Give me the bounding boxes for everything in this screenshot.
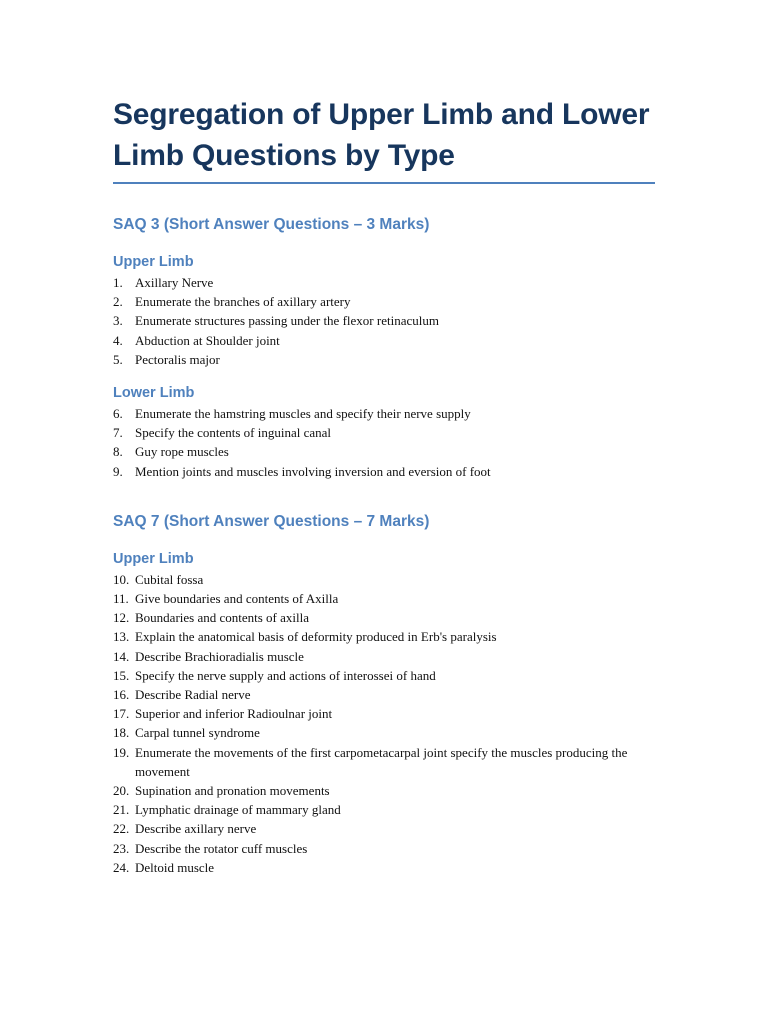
item-number: 8. xyxy=(113,444,123,460)
item-text: Pectoralis major xyxy=(135,351,220,367)
list-item xyxy=(113,292,655,311)
item-number: 10. xyxy=(113,571,130,587)
item-number: 1. xyxy=(113,275,123,290)
list-item xyxy=(113,311,655,330)
item-text: Enumerate the branches of axillary artery xyxy=(135,294,351,310)
item-text: Enumerate the movements of the first carpometacarpal joint specify the muscles producing the movement xyxy=(135,744,628,779)
item-text: Describe Radial nerve xyxy=(135,687,251,703)
item-number: 23. xyxy=(113,840,130,856)
list-item xyxy=(113,685,655,704)
item-number: 24. xyxy=(113,859,130,875)
list-item xyxy=(113,800,655,819)
item-text: Supination and pronation movements xyxy=(135,783,330,799)
item-number: 14. xyxy=(113,648,130,664)
item-text: Deltoid muscle xyxy=(135,859,215,875)
item-number: 11. xyxy=(113,591,129,607)
item-text: Lymphatic drainage of mammary gland xyxy=(135,802,341,818)
group-heading-saq7-upper-limb: Upper Limb xyxy=(113,550,194,567)
item-text: Describe the rotator cuff muscles xyxy=(135,840,308,856)
list-item xyxy=(113,839,655,858)
list-item xyxy=(113,858,655,877)
list-item xyxy=(113,819,655,838)
item-text: Explain the anatomical basis of deformity produced in Erb's paralysis xyxy=(135,629,497,645)
item-number: 6. xyxy=(113,406,123,422)
item-text: Guy rope muscles xyxy=(135,444,229,460)
item-text: Specify the nerve supply and actions of interossei of hand xyxy=(135,667,436,683)
list-item xyxy=(113,666,655,685)
item-text: Mention joints and muscles involving inversion and eversion of foot xyxy=(135,463,491,479)
item-text: Abduction at Shoulder joint xyxy=(135,332,280,348)
question-list-saq7-upper-limb xyxy=(113,570,655,877)
item-number: 9. xyxy=(113,463,123,479)
item-number: 19. xyxy=(113,744,130,760)
item-text: Boundaries and contents of axilla xyxy=(135,610,310,626)
item-text: Superior and inferior Radioulnar joint xyxy=(135,706,333,722)
item-number: 13. xyxy=(113,629,130,645)
list-item xyxy=(113,627,655,646)
section-heading-saq7: SAQ 7 (Short Answer Questions – 7 Marks) xyxy=(113,512,430,530)
question-list-saq3-upper-limb xyxy=(113,273,655,369)
item-text: Enumerate structures passing under the flexor retinaculum xyxy=(135,313,439,329)
item-text: Describe Brachioradialis muscle xyxy=(135,648,304,664)
list-item xyxy=(113,570,655,589)
question-list-saq3-lower-limb xyxy=(113,404,655,481)
document-body xyxy=(113,94,655,877)
item-number: 17. xyxy=(113,706,130,722)
list-item xyxy=(113,704,655,723)
item-number: 5. xyxy=(113,351,123,367)
list-item xyxy=(113,743,655,781)
list-item xyxy=(113,608,655,627)
item-text: Enumerate the hamstring muscles and specify their nerve supply xyxy=(135,406,471,422)
item-text: Describe axillary nerve xyxy=(135,821,257,837)
item-number: 3. xyxy=(113,313,123,329)
list-item xyxy=(113,723,655,742)
item-number: 2. xyxy=(113,294,123,310)
list-item xyxy=(113,404,655,423)
item-text: Carpal tunnel syndrome xyxy=(135,725,260,741)
item-number: 16. xyxy=(113,687,130,703)
list-item xyxy=(113,589,655,608)
item-number: 7. xyxy=(113,425,123,441)
list-item xyxy=(113,442,655,461)
item-number: 15. xyxy=(113,667,130,683)
item-number: 22. xyxy=(113,821,130,837)
item-number: 21. xyxy=(113,802,130,818)
list-item xyxy=(113,462,655,481)
list-item xyxy=(113,273,655,292)
item-text: Cubital fossa xyxy=(135,571,204,587)
item-text: Axillary Nerve xyxy=(135,275,214,290)
item-number: 4. xyxy=(113,332,123,348)
item-number: 12. xyxy=(113,610,130,626)
item-number: 18. xyxy=(113,725,130,741)
list-item xyxy=(113,781,655,800)
item-number: 20. xyxy=(113,783,130,799)
group-heading-saq3-upper-limb: Upper Limb xyxy=(113,254,194,270)
list-item xyxy=(113,647,655,666)
list-item xyxy=(113,423,655,442)
list-item xyxy=(113,350,655,369)
section-heading-saq3: SAQ 3 (Short Answer Questions – 3 Marks) xyxy=(113,216,430,233)
item-text: Give boundaries and contents of Axilla xyxy=(135,591,339,607)
list-item xyxy=(113,331,655,350)
document-title: Segregation of Upper Limb and Lower Limb Questions by Type xyxy=(113,98,650,172)
title-underline xyxy=(113,182,655,184)
group-heading-saq3-lower-limb: Lower Limb xyxy=(113,385,195,402)
item-text: Specify the contents of inguinal canal xyxy=(135,425,332,441)
